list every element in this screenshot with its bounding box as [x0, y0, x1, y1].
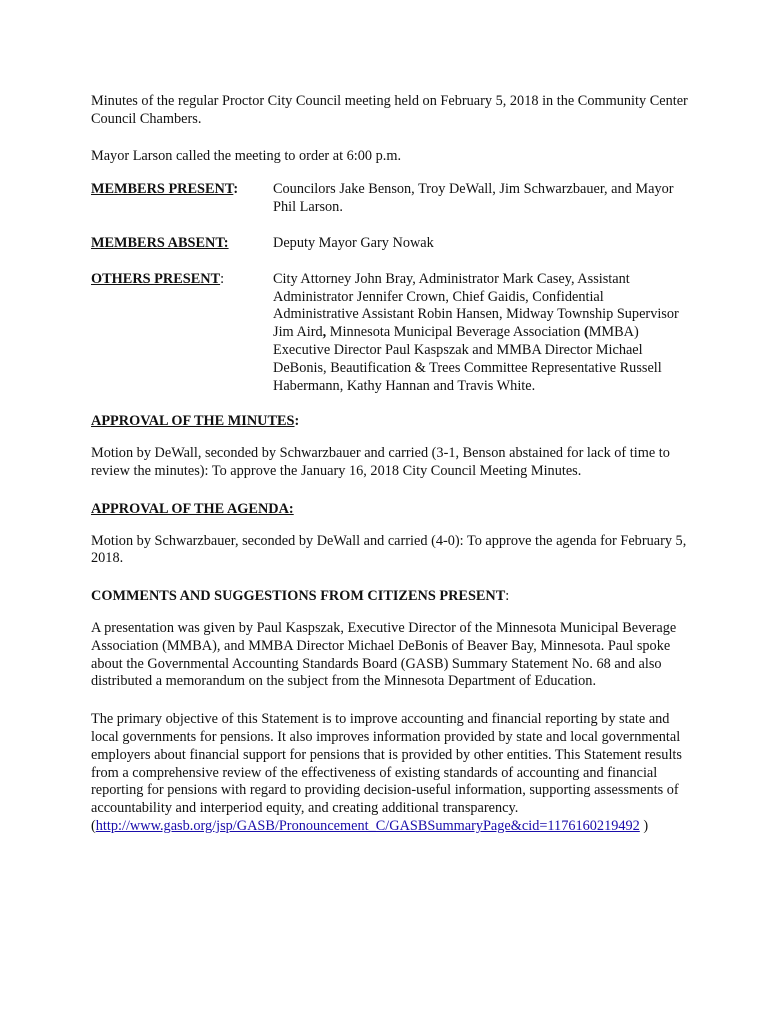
others-present-label: OTHERS PRESENT: — [91, 270, 225, 287]
members-present-label: MEMBERS PRESENT: — [91, 181, 239, 198]
members-absent-label: MEMBERS ABSENT: — [91, 234, 229, 251]
comments-paragraph-2: The primary objective of this Statement is to improve accounting and financial reporting by state and local governments for pensions. It also improves information provided by state and local governmental employers about financial support for pensions that is provided by other entities. This Statement results from a comprehensive review of the effectiveness of existing standards of accounting and financial reporting for pensions with regard to providing decision-useful information, supporting assessments of accountability and interperiod equity, and creating additional transparency. (http://www.gasb.org/jsp/GASB/Pronouncement_C/GASBSummaryPage&cid=1176160219492 ) — [91, 711, 682, 834]
members-present-value: Councilors Jake Benson, Troy DeWall, Jim Schwarzbauer, and Mayor Phil Larson. — [273, 181, 674, 216]
others-present-row — [91, 271, 691, 396]
members-present-row — [91, 181, 691, 217]
members-absent-row — [91, 235, 691, 253]
approval-agenda-text: Motion by Schwarzbauer, seconded by DeWall and carried (4-0): To approve the agenda for February 5, 2018. — [91, 532, 687, 567]
others-present-value: City Attorney John Bray, Administrator Mark Casey, Assistant Administrator Jennifer Crown, Chief Gaidis, Confidential Administrative Assistant Robin Hansen, Midway Township Supervisor Jim Aird, Minnesota Municipal Beverage Association (MMBA) Executive Director Paul Kaspszak and MMBA Director Michael DeBonis, Beautification & Trees Committee Representative Russell Habermann, Kathy Hannan and Travis White. — [273, 270, 679, 394]
comments-heading: COMMENTS AND SUGGESTIONS FROM CITIZENS PRESENT: — [91, 588, 510, 605]
call-to-order: Mayor Larson called the meeting to order at 6:00 p.m. — [91, 147, 402, 164]
members-absent-value: Deputy Mayor Gary Nowak — [273, 234, 434, 251]
approval-minutes-heading: APPROVAL OF THE MINUTES: — [91, 413, 300, 430]
approval-agenda-heading: APPROVAL OF THE AGENDA: — [91, 500, 294, 517]
gasb-link[interactable]: http://www.gasb.org/jsp/GASB/Pronouncement_C/GASBSummaryPage&cid=1176160219492 — [95, 817, 640, 834]
intro-paragraph: Minutes of the regular Proctor City Council meeting held on February 5, 2018 in the Community Center Council Chambers. — [91, 93, 688, 127]
document-page — [91, 93, 691, 836]
comments-paragraph-1: A presentation was given by Paul Kaspszak, Executive Director of the Minnesota Municipal Beverage Association (MMBA), and MMBA Director Michael DeBonis of Beaver Bay, Minnesota. Paul spoke about the Governmental Accounting Standards Board (GASB) Summary Statement No. 68 and also distributed a memorandum on the subject from the Minnesota Department of Education. — [91, 619, 677, 690]
approval-minutes-text: Motion by DeWall, seconded by Schwarzbauer and carried (3-1, Benson abstained for lack of time to review the minutes): To approve the January 16, 2018 City Council Meeting Minutes. — [91, 445, 670, 479]
